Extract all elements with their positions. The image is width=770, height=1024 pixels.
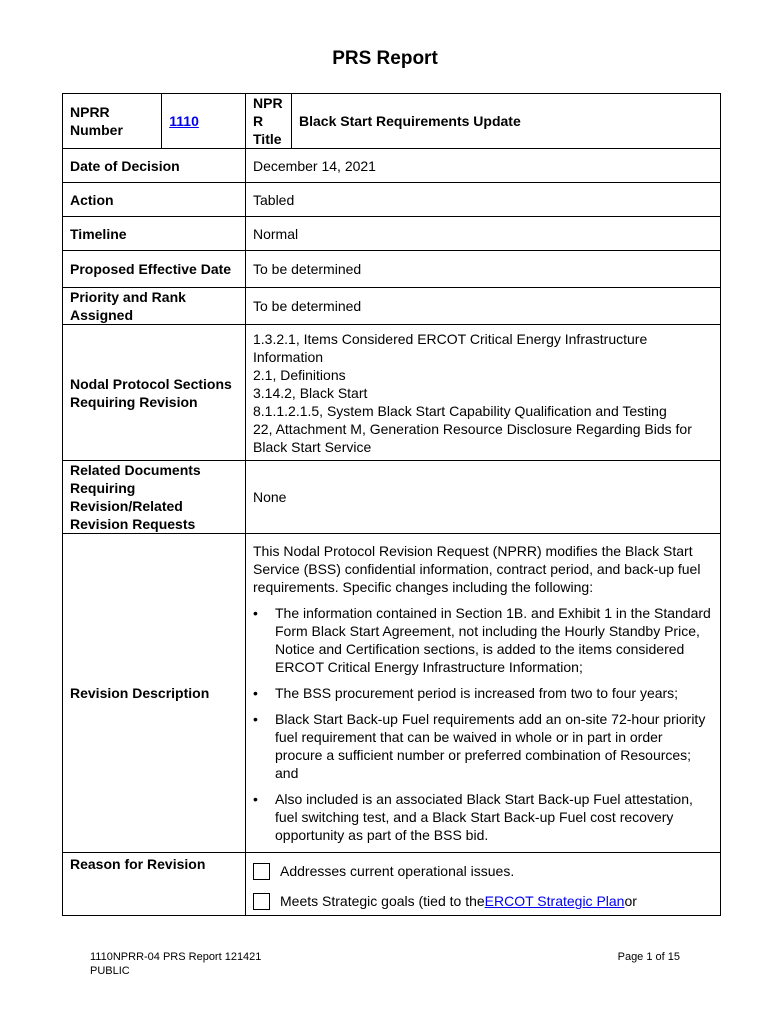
timeline-label: Timeline (63, 217, 246, 251)
nodal-sections-list (246, 325, 721, 461)
reason-option-operational: Addresses current operational issues. (253, 857, 713, 885)
table-row (63, 183, 721, 217)
bullet-icon: • (253, 791, 258, 807)
strategic-goals-checkbox[interactable] (253, 893, 270, 910)
revision-description (246, 534, 721, 853)
table-row (63, 461, 721, 534)
report-title: PRS Report (332, 48, 438, 69)
table-row (63, 217, 721, 251)
proposed-effective-date-value: To be determined (246, 251, 721, 288)
footer-classification: PUBLIC (90, 965, 130, 977)
list-item: • The information contained in Section 1B. and Exhibit 1 in the Standard Form Black Start Agreement, not including the Hourly Standby Price, Notice and Certification sections, is added to the items considered ERCOT Critical Energy Infrastructure Information; (253, 605, 711, 675)
operational-issues-checkbox[interactable] (253, 863, 270, 880)
related-documents-value: None (246, 461, 721, 534)
nprr-number-link[interactable]: 1110 (169, 113, 199, 129)
revision-description-intro: This Nodal Protocol Revision Request (NPRR) modifies the Black Start Service (BSS) confidential information, contract period, and back-up fuel requirements. Specific changes including the following: (253, 543, 701, 595)
nprr-number-cell (162, 94, 246, 149)
reason-for-revision-options (246, 853, 721, 916)
table-row (63, 325, 721, 461)
reason-option-strategic: Meets Strategic goals (tied to the ERCOT Strategic Plan or (253, 887, 713, 915)
table-row (63, 534, 721, 853)
table-row (63, 149, 721, 183)
revision-description-bullets (253, 604, 713, 844)
related-documents-label: Related Documents Requiring Revision/Related Revision Requests (63, 461, 246, 534)
table-row (63, 853, 721, 916)
date-of-decision-value: December 14, 2021 (246, 149, 721, 183)
nprr-title-label: NPR R Title (246, 94, 292, 149)
reason-for-revision-label: Reason for Revision (63, 853, 246, 916)
action-label: Action (63, 183, 246, 217)
nodal-sections-label: Nodal Protocol Sections Requiring Revision (63, 325, 246, 461)
nprr-number-label: NPRR Number (63, 94, 162, 149)
list-item: 22, Attachment M, Generation Resource Disclosure Regarding Bids for Black Start Service (253, 420, 692, 455)
bullet-icon: • (253, 685, 258, 701)
footer-page-number: Page 1 of 15 (617, 951, 680, 963)
bullet-icon: • (253, 711, 258, 727)
table-row (63, 288, 721, 325)
list-item: • Also included is an associated Black Start Back-up Fuel attestation, fuel switching test, and a Black Start Back-up Fuel cost recovery opportunity as part of the BSS bid. (253, 791, 693, 843)
table-row (63, 94, 721, 149)
list-item: 2.1, Definitions (253, 366, 346, 383)
footer-doc-id: 1110NPRR-04 PRS Report 121421 (90, 951, 262, 963)
prs-table (62, 93, 721, 916)
list-item: 8.1.1.2.1.5, System Black Start Capability Qualification and Testing (253, 402, 667, 419)
footer-doc-info (90, 950, 261, 978)
revision-description-label: Revision Description (63, 534, 246, 853)
action-value: Tabled (246, 183, 721, 217)
priority-rank-value: To be determined (246, 288, 721, 325)
proposed-effective-date-label: Proposed Effective Date (63, 251, 246, 288)
table-row (63, 251, 721, 288)
nprr-title: Black Start Requirements Update (292, 94, 721, 149)
ercot-strategic-plan-link[interactable]: ERCOT Strategic Plan (484, 893, 625, 909)
list-item: • Black Start Back-up Fuel requirements add an on-site 72-hour priority fuel requirement that can be waived in whole or in part in order procure a sufficient number or preferred combination of Resources; and (253, 711, 706, 781)
date-of-decision-label: Date of Decision (63, 149, 246, 183)
timeline-value: Normal (246, 217, 721, 251)
list-item: 3.14.2, Black Start (253, 384, 368, 401)
priority-rank-label: Priority and Rank Assigned (63, 288, 246, 325)
list-item: 1.3.2.1, Items Considered ERCOT Critical Energy Infrastructure Information (253, 330, 648, 365)
list-item: • The BSS procurement period is increased from two to four years; (253, 685, 679, 701)
bullet-icon: • (253, 605, 258, 621)
